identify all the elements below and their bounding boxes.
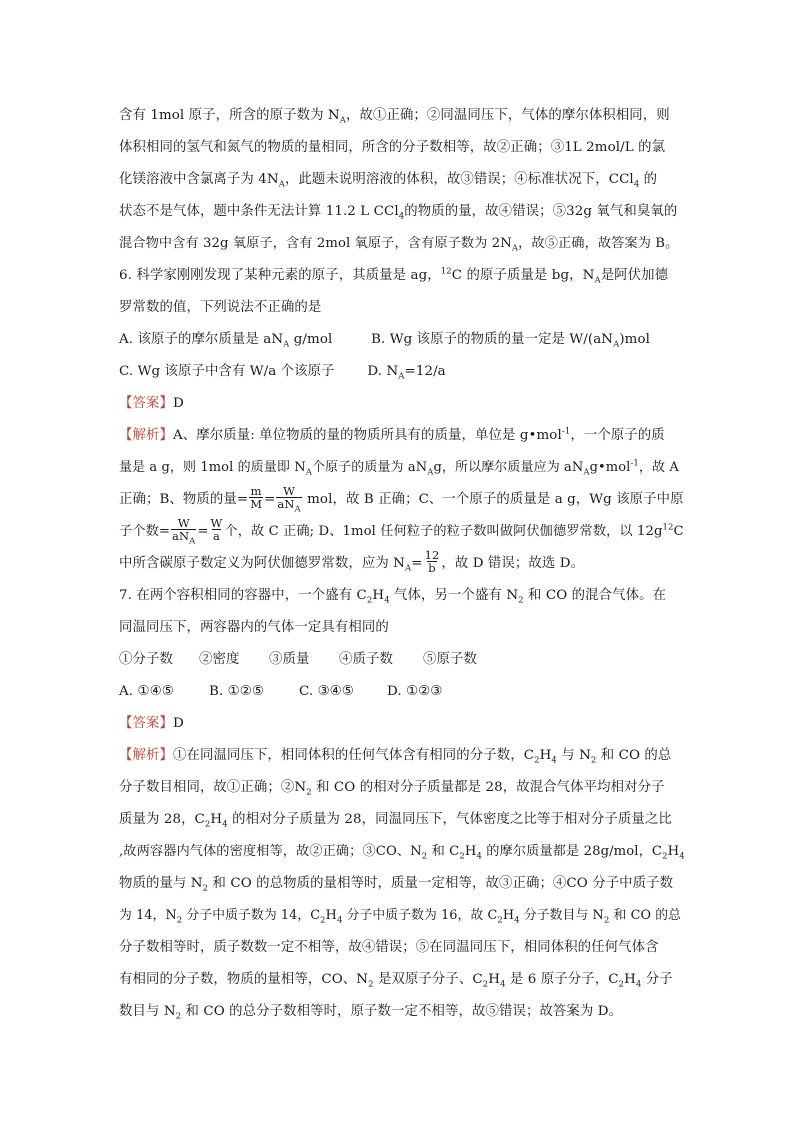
answer-line (119, 708, 679, 740)
analysis-line: 分子数相等时，质子数数一定不相等，故④错误；⑤在同温同压下，相同体积的任何气体含 (119, 940, 659, 955)
fraction: $\frac{W}{aN_A}$ (277, 484, 301, 515)
option-b: B. Wg 该原子的物质的量一定是 $W/(aN_A)mol$ (371, 332, 651, 350)
item: ⑤原子数 (423, 652, 477, 667)
question-7-stem: 7. 在两个容积相同的容器中，一个盛有 $C_2H_4$ 气体，另一个盛有 $N_2$ 和 CO 的混合气体。在 (119, 588, 667, 606)
analysis-line: 子个数= $\frac{W}{aN_A}$ = $\frac{W}{a}$ 个，故 C 正确; D、1mol 任何粒子的粒子数叫做阿伏伽德罗常数，以 $12g^{12}C$ (119, 516, 684, 547)
item: ①分子数 (119, 652, 173, 667)
option-a: A. 该原子的摩尔质量是 $aN_A$ g/mol (119, 332, 333, 350)
text-line: 含有 1mol 原子，所含的原子数为 $N_A$，故①正确；②同温同压下，气体的摩尔体积相同，则 (119, 108, 670, 126)
choice-d: D. ①②③ (387, 684, 443, 699)
fraction: $\frac{12}{b}$ (424, 548, 440, 575)
answer-value: D (172, 716, 184, 731)
analysis-line: 数目与 $N_2$ 和 CO 的总分子数相等时，原子数一定不相等，故⑤错误；故答案为 D。 (119, 1004, 623, 1022)
analysis-label: 【解析】 (119, 748, 173, 763)
answer-value: D (172, 396, 184, 411)
answer-label: 【答案】 (119, 396, 173, 411)
document-body (119, 100, 685, 1028)
analysis-line: 有相同的分子数，物质的量相等，CO、$N_2$ 是双原子分子、$C_2H_4$ 是 6 原子分子，$C_2H_4$ 分子 (119, 972, 673, 990)
analysis-line: 正确；B、物质的量= $\frac{m}{M}$ = $\frac{W}{aN_A}$ mol，故 B 正确；C、一个原子的质量是 a g，Wg 该原子中原 (119, 484, 684, 515)
analysis-label: 【解析】 (119, 428, 173, 443)
answer-line (119, 388, 679, 420)
analysis-line: 中所含碳原子数定义为阿伏伽德罗常数，应为 $N_A=$ $\frac{12}{b}$ ，故 D 错误；故选 D。 (119, 548, 585, 575)
option-c: C. Wg 该原子中含有 W/a 个该原子 (119, 364, 335, 379)
question-6-stem: 6. 科学家刚刚发现了某种元素的原子，其质量是 ag，$^{12}$C 的原子质量是 bg，$N_A$是阿伏加德 (119, 266, 669, 286)
question-7-choices (119, 676, 679, 708)
text-line: 化镁溶液中含氯离子为 $4N_A$，此题未说明溶液的体积，故③错误；④标准状况下，CCl$_4$ 的 (119, 172, 658, 190)
analysis-line: 【解析】A、摩尔质量: 单位物质的量的物质所具有的质量，单位是 g•mol$^{-1}$，一个原子的质 (119, 426, 665, 443)
choice-b: B. ①②⑤ (209, 684, 264, 699)
text-line: 体积相同的氢气和氮气的物质的量相同，所含的分子数相等，故②正确；③1L 2mol/L 的氯 (119, 140, 666, 155)
fraction: $\frac{W}{a}$ (210, 516, 223, 543)
fraction: $\frac{m}{M}$ (250, 484, 263, 511)
analysis-line: 量是 a g，则 1mol 的质量即 $N_A$个原子的质量为 $aN_Ag$，所以摩尔质量应为 $aN_Ag•mol^{-1}$，故 A (119, 458, 679, 478)
question-6-options (119, 356, 679, 388)
question-7-items (119, 644, 679, 676)
analysis-line: 为 14，$N_2$ 分子中质子数为 14，$C_2H_4$ 分子中质子数为 16，故 $C_2H_4$ 分子数目与 $N_2$ 和 CO 的总 (119, 908, 682, 926)
option-d: D. $N_A=12/a$ (367, 364, 446, 382)
analysis-line: ,故两容器内气体的密度相等，故②正确；③CO、$N_2$ 和 $C_2H_4$ 的摩尔质量都是 28g/mol，$C_2H_4$ (119, 844, 685, 862)
fraction: $\frac{W}{aN_A}$ (172, 516, 196, 547)
item: ②密度 (199, 652, 240, 667)
choice-c: C. ③④⑤ (299, 684, 354, 699)
item: ④质子数 (339, 652, 393, 667)
text-line: 混合物中含有 32g 氧原子，含有 2mol 氧原子，含有原子数为 $2N_A$，故⑤正确，故答案为 B。 (119, 236, 679, 254)
question-6-options (119, 324, 679, 356)
analysis-line: 物质的量与 $N_2$ 和 CO 的总物质的量相等时，质量一定相等，故③正确；④CO 分子中质子数 (119, 876, 674, 894)
text-line: 状态不是气体，题中条件无法计算 11.2 L CCl$_4$的物质的量，故④错误；⑤32g 氧气和臭氧的 (119, 204, 678, 222)
analysis-line: 质量为 28，$C_2H_4$ 的相对分子质量为 28，同温同压下，气体密度之比等于相对分子质量之比 (119, 812, 672, 830)
question-7-stem: 同温同压下，两容器内的气体一定具有相同的 (119, 620, 389, 635)
analysis-line: 【解析】①在同温同压下，相同体积的任何气体含有相同的分子数，$C_2H_4$ 与 $N_2$ 和 CO 的总 (119, 748, 672, 766)
answer-label: 【答案】 (119, 716, 173, 731)
analysis-line: 分子数目相同，故①正确；$②N_2$ 和 CO 的相对分子质量都是 28，故混合气体平均相对分子 (119, 780, 665, 798)
question-6-stem: 罗常数的值，下列说法不正确的是 (119, 300, 322, 315)
choice-a: A. ①④⑤ (119, 684, 174, 699)
item: ③质量 (269, 652, 310, 667)
